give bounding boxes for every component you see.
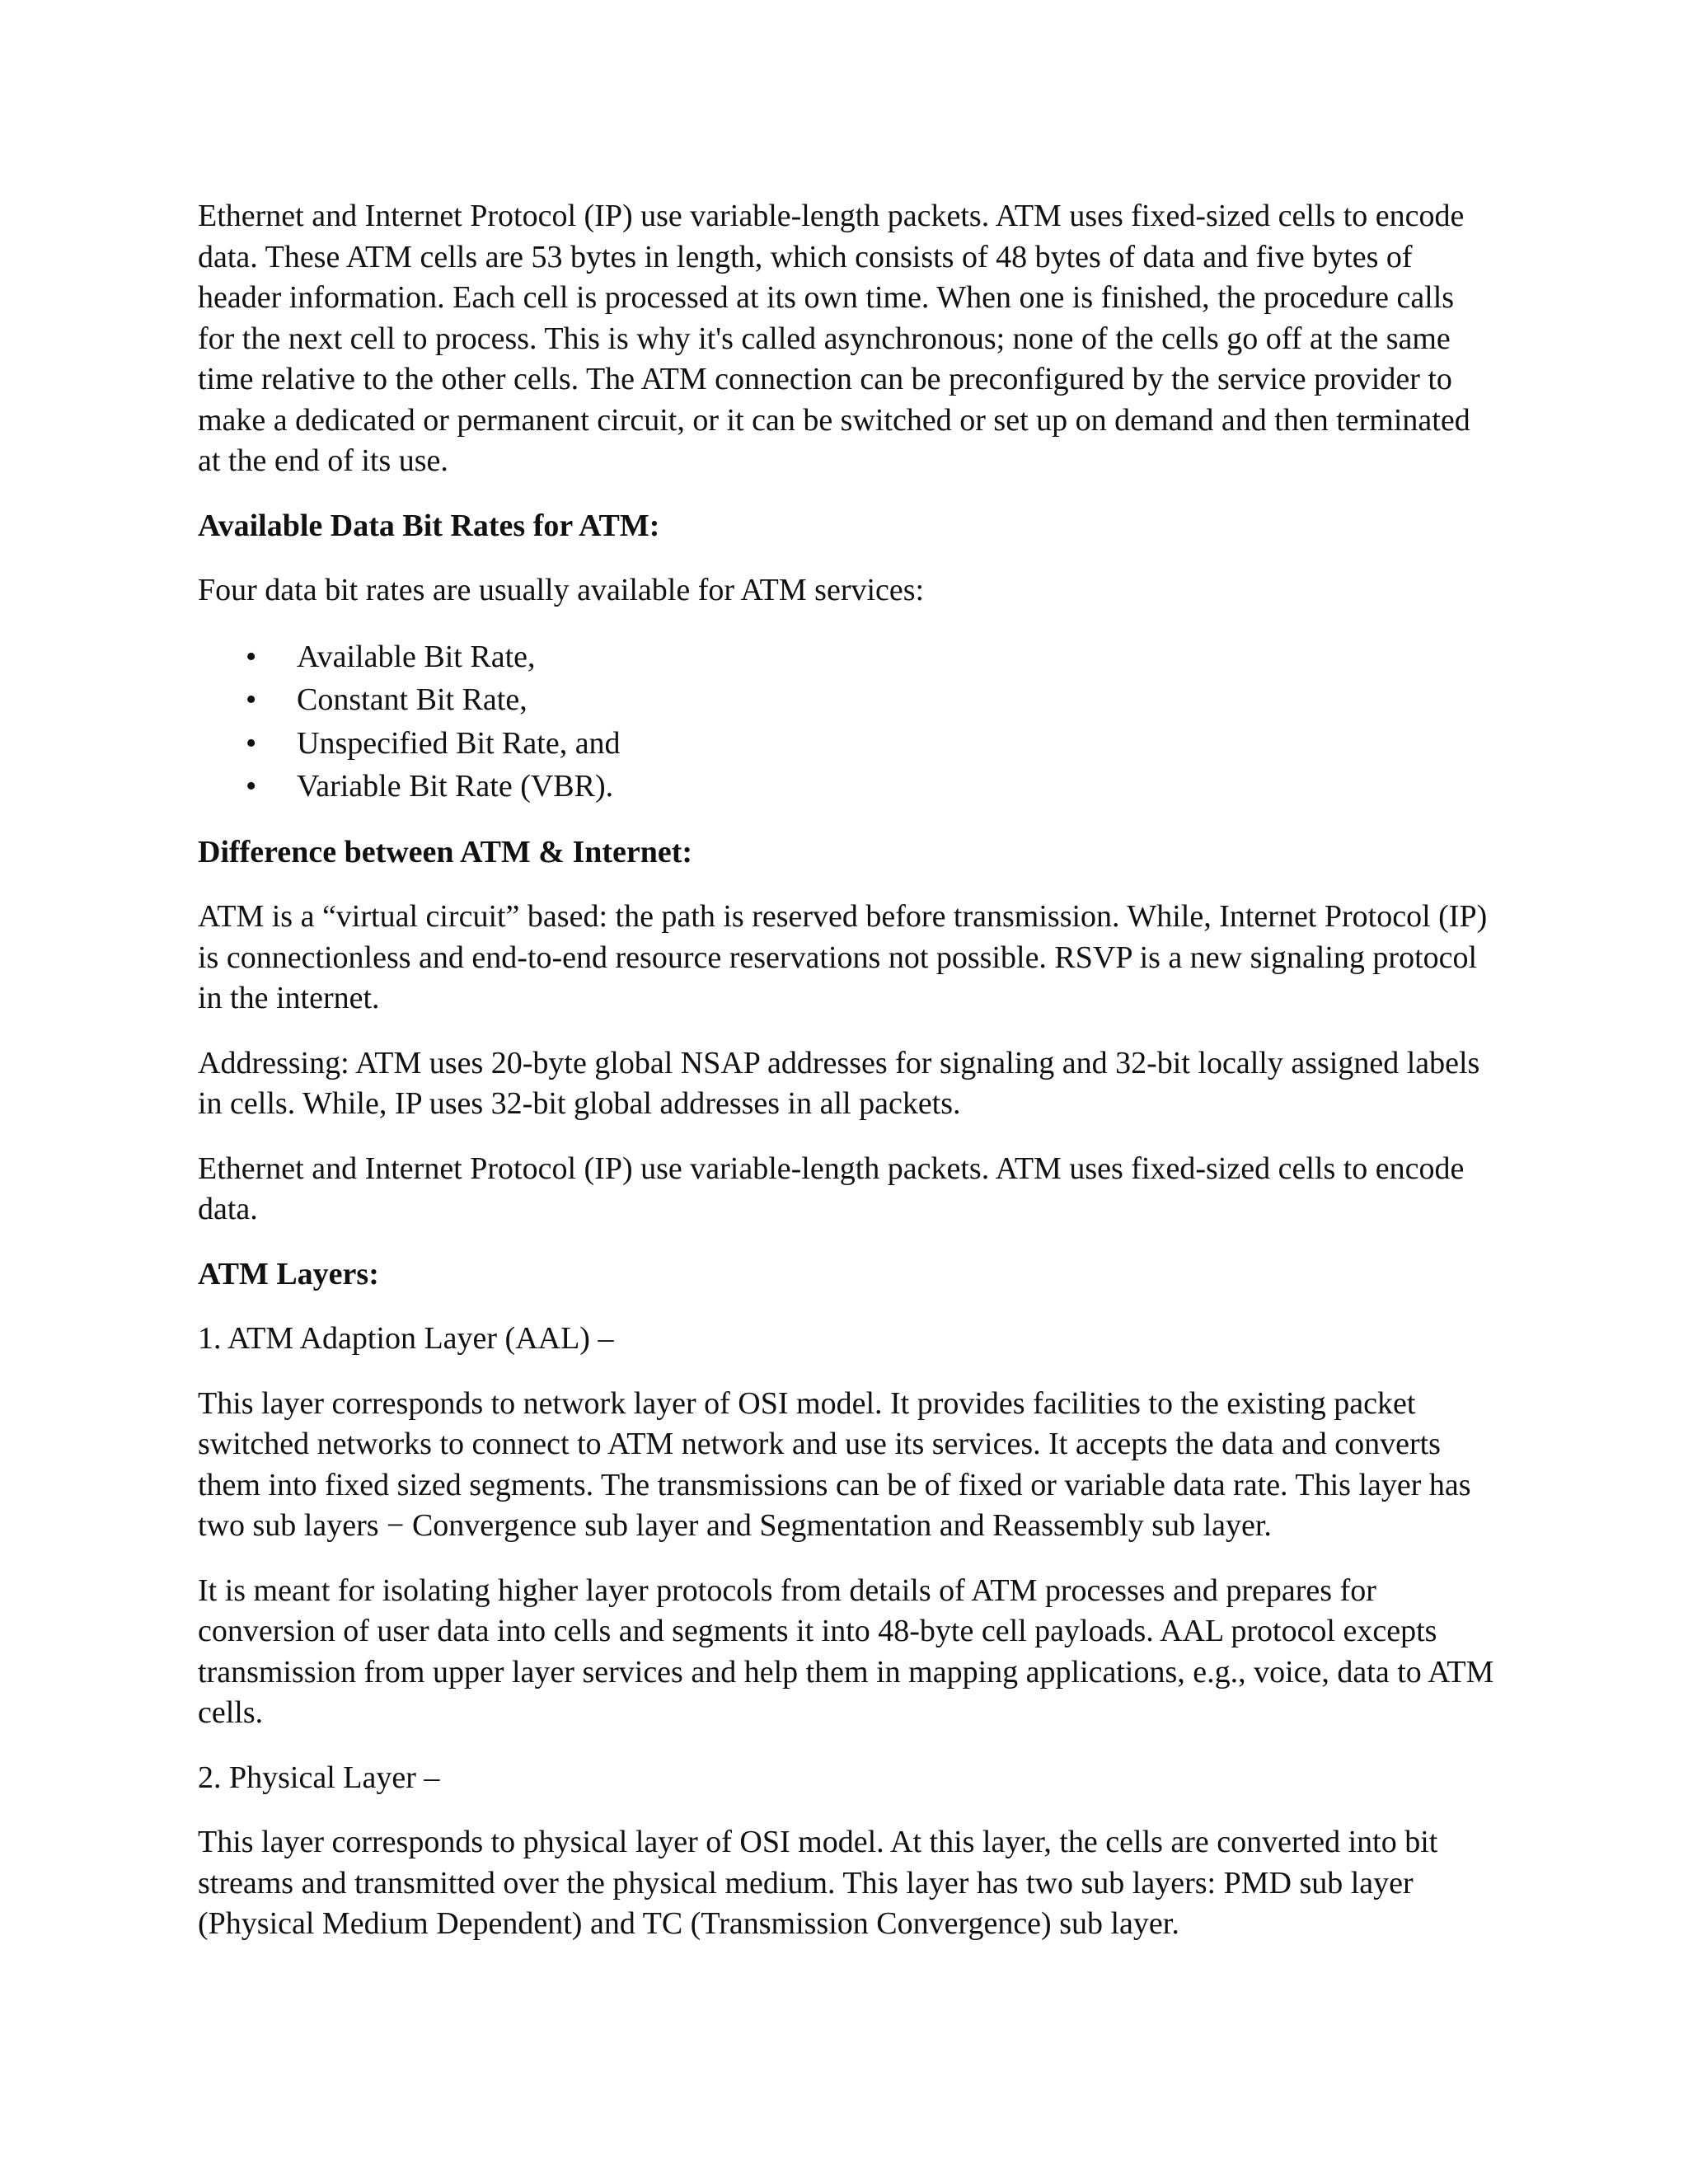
bit-rates-intro: Four data bit rates are usually available for ATM services:	[198, 573, 925, 607]
layer2-title: 2. Physical Layer –	[198, 1760, 440, 1795]
difference-paragraph-1: ATM is a “virtual circuit” based: the path is reserved before transmission. While, Internet Protocol (IP) is connectionless and end-to-end resource reservations not possible. RSVP is a new signaling protocol in the internet.	[198, 899, 1488, 1015]
list-item-text: Constant Bit Rate,	[297, 682, 528, 717]
bullet-icon: •	[246, 769, 257, 804]
bullet-icon: •	[246, 639, 257, 674]
layer1-paragraph-1: This layer corresponds to network layer of OSI model. It provides facilities to the existing packet switched networks to connect to ATM network and use its services. It accepts the data and converts them into fixed sized segments. The transmissions can be of fixed or variable data rate. This layer has two sub layers − Convergence sub layer and Segmentation and Reassembly sub layer.	[198, 1385, 1471, 1543]
list-item	[198, 765, 1496, 808]
heading-bit-rates: Available Data Bit Rates for ATM:	[198, 508, 660, 543]
heading-difference: Difference between ATM & Internet:	[198, 834, 693, 869]
list-item	[198, 722, 1496, 766]
list-item-text: Variable Bit Rate (VBR).	[297, 769, 614, 804]
document-page	[198, 196, 1496, 1945]
bullet-icon: •	[246, 725, 257, 761]
heading-atm-layers: ATM Layers:	[198, 1256, 379, 1291]
difference-paragraph-2: Addressing: ATM uses 20-byte global NSAP addresses for signaling and 32-bit locally assigned labels in cells. While, IP uses 32-bit global addresses in all packets.	[198, 1045, 1480, 1121]
list-item	[198, 678, 1496, 722]
bit-rates-list	[198, 635, 1496, 808]
intro-paragraph: Ethernet and Internet Protocol (IP) use variable-length packets. ATM uses fixed-sized cells to encode data. These ATM cells are 53 bytes in length, which consists of 48 bytes of data and five bytes of header information. Each cell is processed at its own time. When one is finished, the procedure calls for the next cell to process. This is why it's called asynchronous; none of the cells go off at the same time relative to the other cells. The ATM connection can be preconfigured by the service provider to make a dedicated or permanent circuit, or it can be switched or set up on demand and then terminated at the end of its use.	[198, 199, 1470, 478]
list-item	[198, 635, 1496, 679]
list-item-text: Unspecified Bit Rate, and	[297, 725, 621, 761]
difference-paragraph-3: Ethernet and Internet Protocol (IP) use variable-length packets. ATM uses fixed-sized cells to encode data.	[198, 1151, 1465, 1226]
layer1-title: 1. ATM Adaption Layer (AAL) –	[198, 1321, 614, 1356]
layer2-paragraph-1: This layer corresponds to physical layer of OSI model. At this layer, the cells are converted into bit streams and transmitted over the physical medium. This layer has two sub layers: PMD sub layer (Physical Medium Dependent) and TC (Transmission Convergence) sub layer.	[198, 1825, 1438, 1941]
layer1-paragraph-2: It is meant for isolating higher layer protocols from details of ATM processes and prepares for conversion of user data into cells and segments it into 48-byte cell payloads. AAL protocol excepts transmission from upper layer services and help them in mapping applications, e.g., voice, data to ATM cells.	[198, 1572, 1494, 1730]
bullet-icon: •	[246, 682, 257, 717]
list-item-text: Available Bit Rate,	[297, 639, 536, 674]
